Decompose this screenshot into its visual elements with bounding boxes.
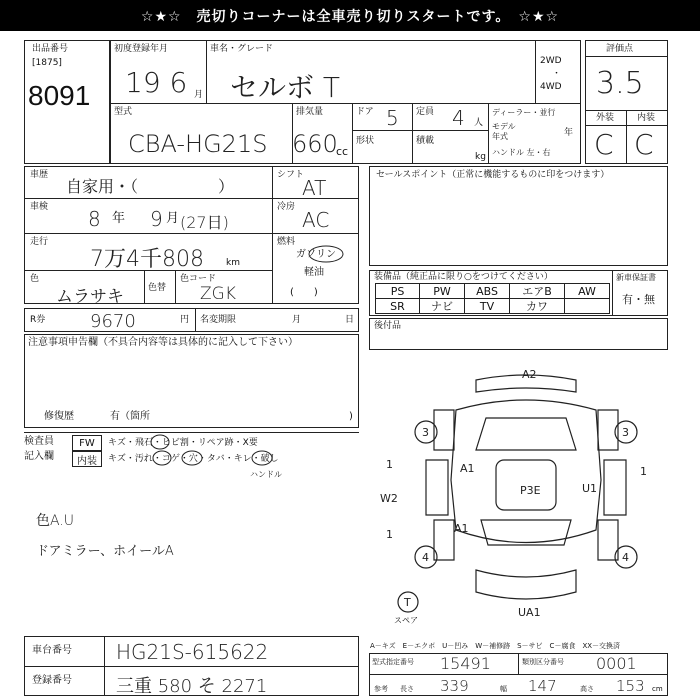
mileage-unit: km — [226, 258, 240, 268]
shape-label: 形状 — [356, 136, 375, 146]
equip-tv: TV — [464, 298, 510, 314]
interior-items: キズ・汚れ・コゲ・穴・タバ・キレ・破し — [108, 454, 279, 464]
lot-sub: [1875] — [32, 58, 62, 68]
color-label: 色 — [30, 274, 40, 284]
mileage-label: 走行 — [30, 237, 49, 247]
diagram-center: P3E — [520, 484, 541, 497]
tire-rr: 4 — [622, 551, 629, 564]
new-warranty-label: 新車保証書 — [616, 273, 656, 282]
registration-value: 三重 580 そ 2271 — [116, 676, 268, 697]
length-value: 339 — [440, 677, 469, 695]
tire-rl: 4 — [422, 551, 429, 564]
inspection-day: (27日) — [180, 213, 229, 232]
shift-value: AT — [302, 176, 327, 200]
chassis-label: 車台番号 — [32, 645, 72, 656]
diagram-right-front: 1 — [640, 465, 647, 478]
equip-ps: PS — [375, 283, 420, 299]
notes-label: 注意事項申告欄（不具合内容等は具体的に記入して下さい） — [28, 337, 298, 348]
doors-label: ドア — [356, 107, 374, 117]
fuel-label: 燃料 — [277, 237, 296, 247]
load-label: 積載 — [416, 136, 435, 146]
header-banner — [0, 0, 700, 31]
color-value: ムラサキ — [56, 287, 124, 307]
diagram-rear-left: A1 — [454, 522, 469, 535]
drive-2wd: 2WD — [540, 56, 562, 66]
capacity-unit: 人 — [474, 118, 484, 128]
car-damage-diagram — [380, 368, 656, 620]
displacement-unit: cc — [336, 145, 349, 158]
lot-label: 出品番号 — [32, 44, 69, 54]
repair-value: 有（箇所 — [110, 411, 150, 422]
length-label: 長さ — [400, 685, 414, 693]
sales-point-label: セールスポイント（正常に機能するものに印をつけます） — [376, 170, 610, 180]
expiry-month: 月 — [292, 315, 302, 325]
displacement-label: 排気量 — [296, 107, 324, 117]
expiry-day: 日 — [345, 315, 355, 325]
width-value: 147 — [528, 677, 557, 695]
interior-value: C — [634, 128, 654, 161]
aftermarket-label: 後付品 — [374, 321, 402, 331]
recycle-value: 9670 — [90, 311, 136, 332]
ac-label: 冷房 — [277, 202, 296, 212]
shift-label: シフト — [277, 170, 305, 180]
first-reg-label: 初度登録年月 — [114, 44, 169, 54]
chassis-value: HG21S-615622 — [116, 640, 269, 664]
interior-tag: 内装 — [72, 451, 102, 467]
size-ref-label: 参考 — [374, 685, 388, 693]
fw-items: キズ・飛石・ヒビ割・リペア跡・X要 — [108, 438, 258, 448]
inspection-label: 車検 — [30, 202, 49, 212]
new-warranty-value: 有・無 — [622, 293, 655, 306]
capacity-value: 4 — [452, 106, 465, 130]
repair-label: 修復歴 — [44, 411, 74, 422]
spare-label: スペア — [394, 616, 418, 625]
type-spec-label: 型式指定番号 — [372, 658, 414, 666]
car-name-label: 車名・グレード — [210, 44, 274, 54]
recycle-unit: 円 — [180, 315, 190, 325]
recycle-box — [24, 308, 359, 332]
equip-abs: ABS — [464, 283, 510, 299]
banner-text: ☆★☆ 売切りコーナーは全車売り切りスタートです。 ☆★☆ — [140, 8, 560, 25]
inspection-year-unit: 年 — [112, 211, 126, 226]
diagram-left-rear: 1 — [386, 528, 393, 541]
capacity-label: 定員 — [416, 107, 435, 117]
handle-note: ハンドル — [250, 470, 282, 479]
dealer-line3: 年式 — [492, 132, 508, 141]
class-label: 類別区分番号 — [522, 658, 564, 666]
equip-leather: カワ — [509, 298, 565, 314]
dealer-handle: ハンドル 左・右 — [492, 148, 551, 157]
width-label: 幅 — [500, 685, 507, 693]
diagram-bottom: UA1 — [518, 606, 541, 619]
fuel-option1: ガソリン — [296, 249, 336, 260]
load-unit: kg — [475, 152, 486, 162]
exterior-label: 外装 — [596, 113, 615, 123]
diagram-left-mid: W2 — [380, 492, 398, 505]
model-label: 型式 — [114, 107, 133, 117]
car-name-value: セルボ T — [230, 71, 341, 104]
height-value: 153 — [616, 677, 645, 695]
diagram-front-left: A1 — [460, 462, 475, 475]
history-label: 車歴 — [30, 170, 49, 180]
equip-sr: SR — [375, 298, 420, 314]
diagram-top: A2 — [522, 368, 537, 381]
size-unit: cm — [652, 685, 663, 693]
equip-navi: ナビ — [419, 298, 465, 314]
equip-airbag: エアB — [509, 283, 565, 299]
mileage-value: 7万4千808 — [90, 247, 204, 272]
sales-point-box — [369, 166, 668, 266]
doors-value: 5 — [386, 106, 399, 130]
inspection-month: 9 — [150, 207, 163, 231]
dealer-line1: ディーラー・並行 — [492, 108, 556, 117]
equipment-label: 装備品（純正品に限り○をつけてください） — [374, 272, 553, 282]
interior-label: 内装 — [637, 113, 656, 123]
type-spec-value: 15491 — [440, 654, 491, 673]
diagram-front-right: U1 — [582, 482, 598, 495]
fuel-option3: ( ) — [290, 287, 318, 298]
fuel-option2: 軽油 — [304, 267, 324, 278]
exterior-value: C — [594, 128, 614, 161]
lot-number: 8091 — [28, 80, 91, 111]
model-value: CBA-HG21S — [128, 130, 268, 158]
equip-aw: AW — [564, 283, 610, 299]
drive-4wd: 4WD — [540, 82, 562, 92]
tire-fr: 3 — [622, 426, 629, 439]
inspector-label2: 記入欄 — [24, 451, 54, 462]
drive-dot: ・ — [552, 69, 562, 79]
tire-fl: 3 — [422, 426, 429, 439]
fw-tag: FW — [72, 435, 102, 451]
registration-label: 登録番号 — [32, 675, 72, 686]
remark-line1: 色A.U — [36, 513, 75, 529]
dealer-line2: モデル — [492, 122, 516, 131]
fuel-circle-mark — [306, 242, 350, 264]
height-label: 高さ — [580, 685, 594, 693]
diagram-left-front: 1 — [386, 458, 393, 471]
first-reg-value: 19 6 — [125, 66, 188, 99]
spare-value: T — [404, 596, 411, 609]
displacement-value: 660 — [292, 130, 338, 158]
score-label: 評価点 — [606, 44, 634, 54]
equip-blank — [564, 298, 610, 314]
color-code-value: ZGK — [200, 284, 236, 304]
aftermarket-box — [369, 318, 668, 350]
notes-box — [24, 334, 359, 428]
inspection-year: 8 — [88, 207, 101, 231]
repair-close-paren: ) — [349, 411, 353, 422]
first-reg-month-unit: 月 — [194, 90, 204, 100]
score-value: 3.5 — [596, 66, 644, 101]
equip-pw: PW — [419, 283, 465, 299]
history-value: 自家用・（ ） — [66, 177, 235, 196]
dealer-year-unit: 年 — [564, 128, 574, 138]
recycle-label: R券 — [30, 315, 46, 325]
color-change-label: 色替 — [148, 283, 167, 293]
ac-value: AC — [302, 208, 330, 232]
color-code-label: 色コード — [180, 274, 217, 284]
inspector-label1: 検査員 — [24, 436, 54, 447]
class-value: 0001 — [596, 654, 637, 673]
expiry-label: 名変期限 — [200, 315, 237, 325]
inspection-month-unit: 月 — [166, 211, 180, 226]
damage-legend: A－キズ E－エクボ U－凹み W－補修跡 S－サビ C－腐食 XX－交換済 — [370, 642, 621, 650]
remark-line2: ドアミラー、ホイールA — [36, 544, 174, 559]
inspector-marks — [140, 434, 280, 474]
